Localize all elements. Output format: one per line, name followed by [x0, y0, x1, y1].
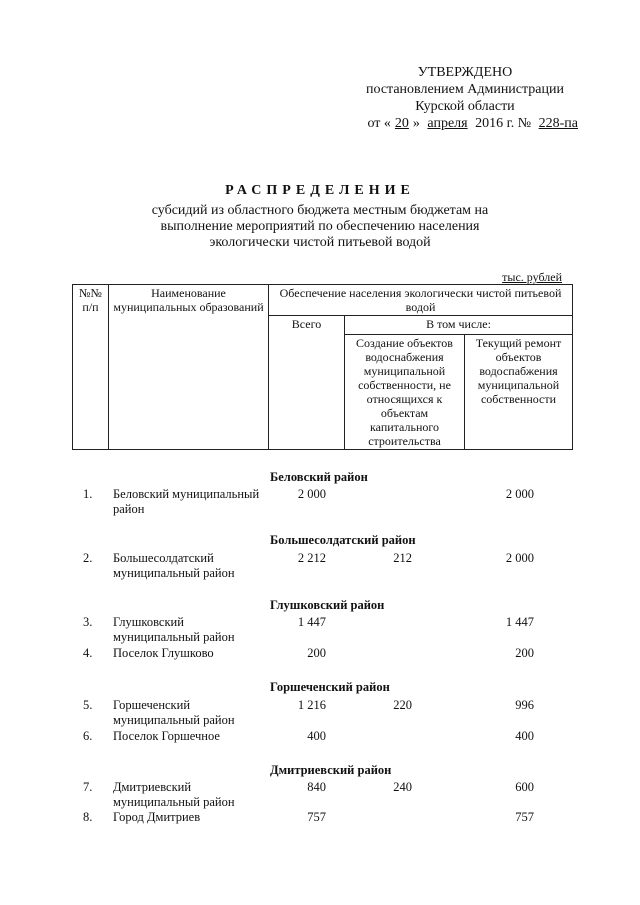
date-year: 2016 г. № [475, 116, 532, 131]
row-number: 6. [83, 729, 93, 743]
row-repair: 2 000 [505, 487, 534, 501]
row-total: 1 216 [297, 698, 326, 712]
header-group: Обеспечение населения экологически чистой питьевой водой [269, 285, 573, 316]
row-repair: 600 [515, 780, 534, 794]
row-number: 7. [83, 780, 93, 794]
date-mid: » [412, 116, 420, 131]
table-row [0, 698, 640, 730]
row-total: 2 212 [297, 551, 326, 565]
date-month: апреля [427, 116, 468, 131]
table-row [0, 810, 640, 842]
section-title: Беловский район [270, 470, 368, 484]
document-subtitle: субсидий из областного бюджета местным бюджетам на выполнение мероприятий по обеспечению населения экологически чистой питьевой водой [151, 203, 489, 250]
table-row [0, 615, 640, 647]
table-row [0, 551, 640, 583]
row-repair: 1 447 [505, 615, 534, 629]
row-total: 200 [307, 646, 326, 660]
row-number: 3. [83, 615, 93, 629]
approval-line: постановлением Администрации [366, 82, 564, 97]
row-repair: 2 000 [505, 551, 534, 565]
table-header [72, 284, 573, 450]
section-title: Дмитриевский район [270, 763, 392, 777]
row-number: 4. [83, 646, 93, 660]
approval-heading: УТВЕРЖДЕНО [417, 65, 513, 80]
row-create: 220 [393, 698, 412, 712]
row-name: Горшеченский муниципальный район [113, 698, 235, 727]
row-number: 5. [83, 698, 93, 712]
section-title: Глушковский район [270, 598, 385, 612]
row-create: 240 [393, 780, 412, 794]
row-name: Город Дмитриев [113, 810, 201, 824]
header-num: №№ п/п [73, 285, 109, 450]
row-total: 400 [307, 729, 326, 743]
row-name: Поселок Горшечное [113, 729, 220, 743]
approval-line: Курской области [415, 99, 515, 114]
row-name: Большесолдатский муниципальный район [113, 551, 235, 580]
row-name: Дмитриевский муниципальный район [113, 780, 235, 809]
document-title: РАСПРЕДЕЛЕНИЕ [225, 183, 415, 198]
header-including: В том числе: [345, 316, 573, 335]
approval-date [330, 115, 600, 132]
row-create: 212 [393, 551, 412, 565]
header-name: Наименование муниципальных образований [109, 285, 269, 450]
units-label: тыс. рублей [502, 270, 562, 284]
row-number: 1. [83, 487, 93, 501]
approval-stamp [330, 64, 600, 132]
table-row [0, 487, 640, 519]
date-prefix: от « [367, 116, 391, 131]
row-repair: 200 [515, 646, 534, 660]
row-total: 840 [307, 780, 326, 794]
row-total: 1 447 [297, 615, 326, 629]
header-repair: Текущий ремонт объектов водоспабжения муниципальной собственности [465, 335, 573, 450]
row-repair: 757 [515, 810, 534, 824]
decree-number: 228-па [538, 116, 578, 131]
header-create: Создание объектов водоснабжения муниципальной собственности, не относящихся к объектам капитального строительства [345, 335, 465, 450]
row-name: Поселок Глушково [113, 646, 214, 660]
row-repair: 996 [515, 698, 534, 712]
table-row [0, 646, 640, 678]
row-total: 2 000 [297, 487, 326, 501]
row-name: Беловский муниципальный район [113, 487, 260, 516]
row-number: 2. [83, 551, 93, 565]
row-repair: 400 [515, 729, 534, 743]
row-total: 757 [307, 810, 326, 824]
section-title: Большесолдатский район [270, 533, 416, 547]
row-name: Глушковский муниципальный район [113, 615, 235, 644]
section-title: Горшеченский район [270, 680, 390, 694]
date-day: 20 [394, 116, 409, 131]
table-row [0, 780, 640, 812]
header-total: Всего [269, 316, 345, 450]
row-number: 8. [83, 810, 93, 824]
table-row [0, 729, 640, 761]
